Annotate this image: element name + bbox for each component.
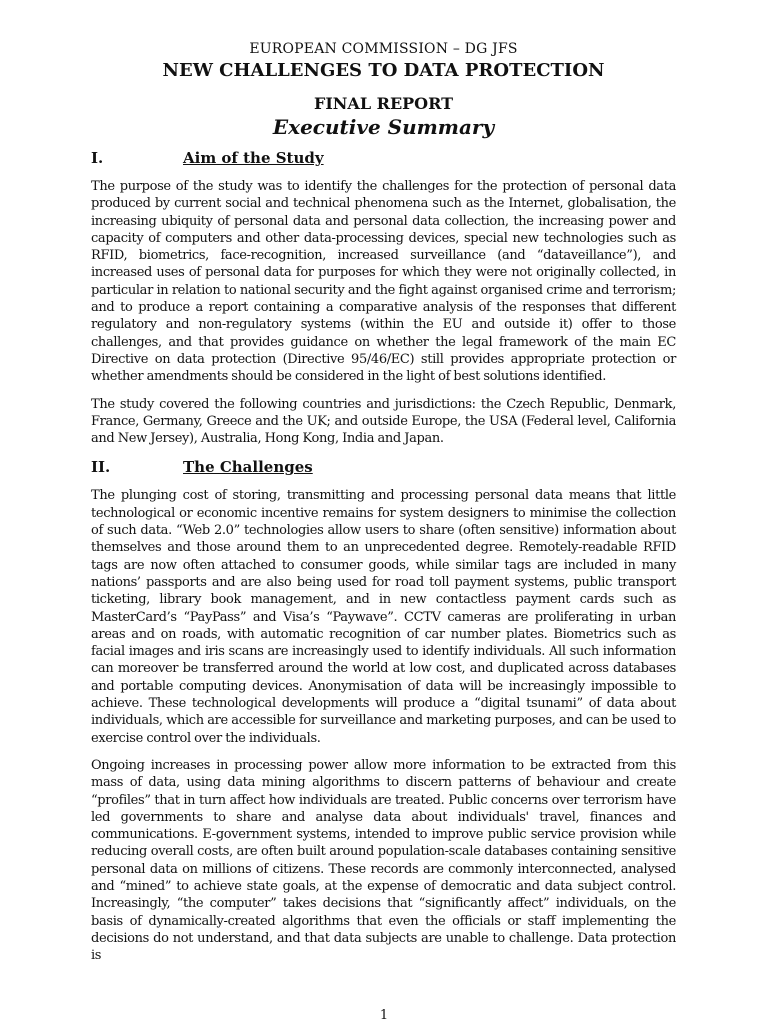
section-number: I. <box>91 149 104 167</box>
paragraph: The plunging cost of storing, transmitting and processing personal data means that little technological or economic incentive remains for system designers to minimise the collection of such data. “Web 2.0” technologies allow users to share (often sensitive) information about themselves and those around them to an unprecedented degree. Remotely-readable RFID tags are now often attached to consumer goods, while similar tags are included in many nations’ passports and are also being used for road toll payment systems, public transport ticketing, library book management, and in new contactless payment cards such as MasterCard’s “PayPass” and Visa’s “Paywave”. CCTV cameras are proliferating in urban areas and on roads, with automatic recognition of car number plates. Biometrics such as facial images and iris scans are increasingly used to identify individuals. All such information can moreover be transferred around the world at low cost, and duplicated across databases and portable computing devices. Anonymisation of data will be increasingly impossible to achieve. These technological developments will produce a “digital tsunami” of data about individuals, which are accessible for surveillance and marketing purposes, and can be used to exercise control over the individuals. <box>91 488 676 746</box>
section-title: Aim of the Study <box>183 149 324 167</box>
document-title: NEW CHALLENGES TO DATA PROTECTION <box>162 60 605 81</box>
section-number: II. <box>91 458 111 477</box>
paragraph: The purpose of the study was to identify the challenges for the protection of personal data produced by current social and technical phenomena such as the Internet, globalisation, the increasing ubiquity of personal data and personal data collection, the increasing power and capacity of computers and other data-processing devices, special new technologies such as RFID, biometrics, face-recognition, increased surveillance (and “dataveillance”), and increased uses of personal data for purposes for which they were not originally collected, in particular in relation to national security and the fight against organised crime and terrorism; and to produce a report containing a comparative analysis of the responses that different regulatory and non-regulatory systems (within the EU and outside it) offer to those challenges, and that provides guidance on whether the legal framework of the main EC Directive on data protection (Directive 95/46/EC) still provides appropriate protection or whether amendments should be considered in the light of best solutions identified. <box>91 179 676 385</box>
section-heading-aim <box>91 148 676 168</box>
section-heading-challenges <box>91 457 676 477</box>
paragraph: The study covered the following countries and jurisdictions: the Czech Republic, Denmark, France, Germany, Greece and the UK; and outside Europe, the USA (Federal level, California and New Jersey), Australia, Hong Kong, India and Japan. <box>91 396 676 447</box>
paragraph: Ongoing increases in processing power allow more information to be extracted from this mass of data, using data mining algorithms to discern patterns of behaviour and create “profiles” that in turn affect how individuals are treated. Public concerns over terrorism have led governments to share and analyse data about individuals' travel, finances and communications. E-government systems, intended to improve public service provision while reducing overall costs, are often built around population-scale databases containing sensitive personal data on millions of citizens. These records are commonly interconnected, analysed and “mined” to achieve state goals, at the expense of democratic and data subject control. Increasingly, “the computer” takes decisions that “significantly affect” individuals, on the basis of dynamically-created algorithms that even the officials or staff implementing the decisions do not understand, and that data subjects are unable to challenge. Data protection is <box>91 757 676 964</box>
report-type: FINAL REPORT <box>313 94 454 113</box>
document-subtitle: Executive Summary <box>272 115 495 139</box>
organization-line: EUROPEAN COMMISSION – DG JFS <box>249 41 518 57</box>
page-number: 1 <box>379 1008 389 1023</box>
document-page <box>91 40 676 974</box>
section-title: The Challenges <box>183 458 313 477</box>
